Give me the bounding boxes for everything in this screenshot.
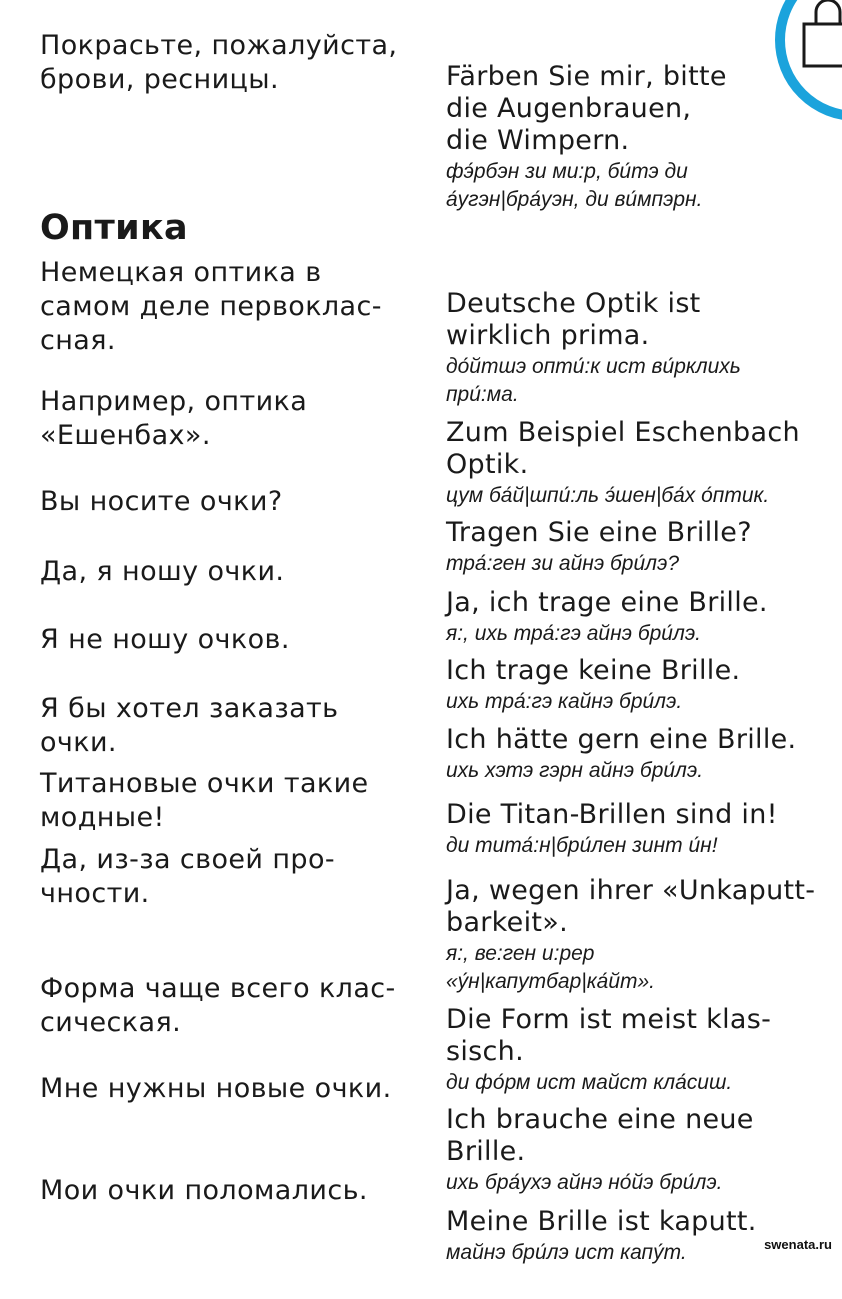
transcription: тра́:ген зи айнэ бри́лэ?: [446, 552, 680, 575]
german-text: Ich trage keine Brille.: [446, 655, 741, 686]
transcription: ихь хэтэ гэрн айнэ бри́лэ.: [446, 759, 704, 782]
russian-phrase: Немецкая оптика в самом деле первоклас- сная.: [40, 257, 382, 356]
russian-phrase: Да, из-за своей про- чности.: [40, 844, 336, 909]
transcription: цум ба́й|шпи́:ль э́шен|ба́х о́птик.: [446, 484, 770, 507]
russian-phrase: Например, оптика «Ешенбах».: [40, 386, 308, 451]
russian-phrase: Покрасьте, пожалуйста, брови, ресницы.: [40, 30, 398, 95]
german-phrase: [446, 29, 842, 246]
german-text: Zum Beispiel Eschenbach Optik.: [446, 417, 800, 480]
transcription: майнэ бри́лэ ист капу́т.: [446, 1241, 687, 1264]
transcription: ихь тра́:гэ кайнэ бри́лэ.: [446, 690, 683, 713]
russian-phrase: Я бы хотел заказать очки.: [40, 693, 339, 758]
german-text: Ja, wegen ihrer «Unkaputt- barkeit».: [446, 875, 816, 938]
german-text: Die Titan-Brillen sind in!: [446, 799, 778, 830]
transcription: ихь бра́ухэ айнэ но́йэ бри́лэ.: [446, 1171, 723, 1194]
transcription: фэ́рбэн зи ми:р, би́тэ ди а́угэн|бра́уэн, ди ви́мпэрн.: [446, 160, 703, 211]
russian-phrase: Мои очки поломались.: [40, 1175, 368, 1206]
german-text: Die Form ist meist klas- sisch.: [446, 1004, 772, 1067]
russian-phrase: Титановые очки такие модные!: [40, 768, 369, 833]
russian-phrase: Да, я ношу очки.: [40, 556, 285, 587]
russian-phrase: Мне нужны новые очки.: [40, 1073, 392, 1104]
section-title: Оптика: [40, 208, 188, 248]
german-text: Deutsche Optik ist wirklich prima.: [446, 288, 701, 351]
transcription: я:, ихь тра́:гэ айнэ бри́лэ.: [446, 622, 701, 645]
transcription: ди тита́:н|бри́лен зинт и́н!: [446, 834, 718, 857]
german-text: Färben Sie mir, bitte die Augenbrauen, die Wimpern.: [446, 61, 727, 156]
german-text: Meine Brille ist kaputt.: [446, 1206, 757, 1237]
site-watermark: swenata.ru: [764, 1237, 832, 1252]
german-text: Ja, ich trage eine Brille.: [446, 587, 768, 618]
russian-phrase: Я не ношу очков.: [40, 624, 290, 655]
transcription: я:, ве:ген и:рер «у́н|капутбар|ка́йт».: [446, 942, 656, 993]
russian-phrase: Форма чаще всего клас- сическая.: [40, 973, 396, 1038]
transcription: ди фо́рм ист майст кла́сиш.: [446, 1071, 733, 1094]
russian-phrase: Вы носите очки?: [40, 486, 283, 517]
german-text: Ich brauche eine neue Brille.: [446, 1104, 754, 1167]
german-text: Tragen Sie eine Brille?: [446, 517, 752, 548]
transcription: до́йтшэ опти́:к ист ви́рклихь при́:ма.: [446, 355, 741, 406]
german-text: Ich hätte gern eine Brille.: [446, 724, 797, 755]
